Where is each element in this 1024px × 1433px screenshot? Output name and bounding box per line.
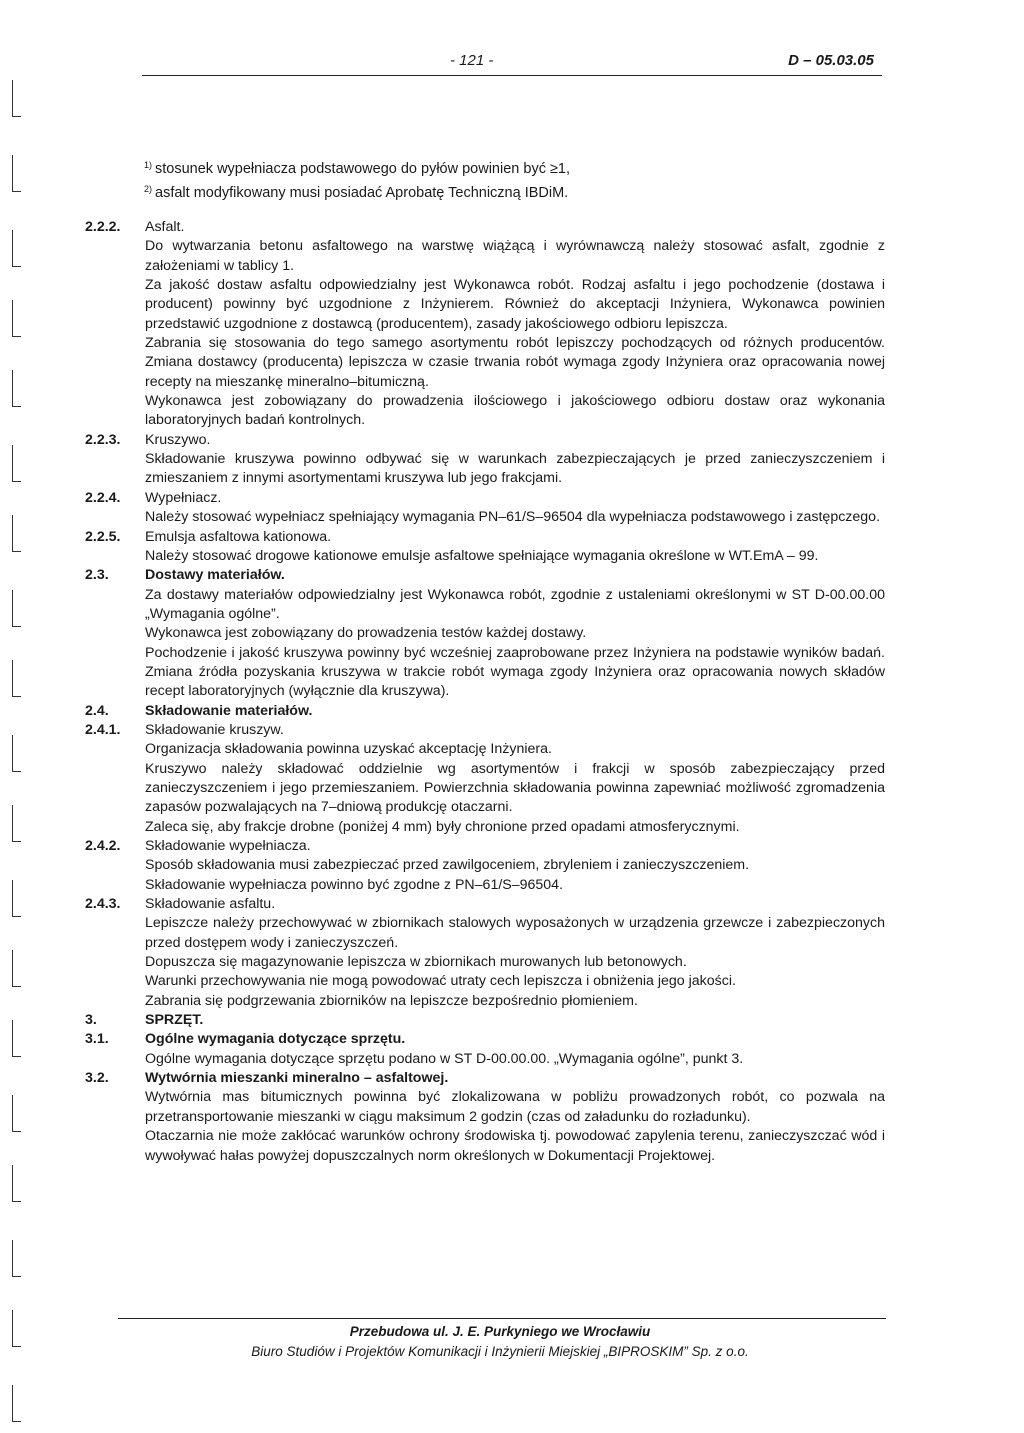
paragraph: Pochodzenie i jakość kruszywa powinny być wcześniej zaaprobowane przez Inżyniera na podstawie wyników badań. Zmiana źródła pozyskania kruszywa w trakcie robót wymaga zgody Inżyniera oraz opracowania nowych składów recept laboratoryjnych (wyłącznie dla kruszywa).: [145, 644, 885, 700]
paragraph: Należy stosować wypełniacz spełniający wymagania PN–61/S–96504 dla wypełniacza podstawowego i zastępczego.: [145, 509, 881, 526]
binder-mark: [12, 805, 21, 842]
footer-project-name: Przebudowa ul. J. E. Purkyniego we Wrocławiu: [349, 1324, 651, 1339]
binder-mark: [12, 80, 21, 117]
binder-mark: [12, 660, 21, 697]
paragraph: Dopuszcza się magazynowanie lepiszcza w zbiornikach murowanych lub betonowych.: [145, 954, 687, 971]
section-title: Składowanie kruszyw.: [145, 721, 284, 738]
section-body: [145, 218, 885, 431]
paragraph: Zabrania się stosowania do tego samego asortymentu robót lepiszczy pochodzących od różnych producentów. Zmiana dostawcy (producenta) lepiszcza w czasie trwania robót wymaga zgody Inżyniera oraz opracowania nowej recepty na mieszankę mineralno–bitumiczną.: [145, 335, 885, 390]
footnote: [144, 155, 884, 179]
section: [85, 489, 885, 528]
section: [85, 1030, 885, 1069]
binder-mark: [12, 1095, 21, 1132]
section-body: [145, 1011, 885, 1030]
paragraph: Wytwórnia mas bitumicznych powinna być zlokalizowana w pobliżu prowadzonych robót, co pozwala na przetransportowanie mieszanki w ciągu maksimum 2 godzin (czas od załadunku do rozładunku).: [145, 1089, 885, 1125]
header-rule: [142, 75, 882, 76]
section-title: Asfalt.: [145, 219, 185, 235]
section-title: Ogólne wymagania dotyczące sprzętu.: [145, 1031, 406, 1048]
section: [85, 837, 885, 895]
section-body: [145, 837, 885, 895]
footnotes: [144, 155, 884, 203]
section-number: 3.: [85, 1012, 97, 1029]
footer-rule: [118, 1318, 886, 1319]
section-body: [145, 528, 885, 567]
section: [85, 1011, 885, 1030]
section-title: Składowanie wypełniacza.: [145, 838, 311, 854]
document-body: [85, 218, 885, 1166]
paragraph: Wykonawca jest zobowiązany do prowadzenia ilościowego i jakościowego odbioru dostaw oraz wykonania laboratoryjnych badań kontrolnych.: [145, 393, 885, 429]
paragraph: Otaczarnia nie może zakłócać warunków ochrony środowiska tj. powodować zapylenia terenu, zanieczyszczać wód i wywoływać hałas powyżej dopuszczalnych norm określonych w Dokumentacji Projektowej.: [145, 1128, 885, 1164]
section-body: [145, 702, 885, 721]
paragraph: Do wytwarzania betonu asfaltowego na warstwę wiążącą i wyrównawczą należy stosować asfalt, zgodnie z założeniami w tablicy 1.: [145, 238, 885, 274]
section-number: 2.4.1.: [85, 721, 121, 738]
section-body: [145, 1030, 885, 1069]
section-number: 2.2.2.: [85, 219, 121, 235]
section: [85, 1069, 885, 1166]
section-body: [145, 431, 885, 489]
paragraph: Kruszywo należy składować oddzielnie wg asortymentów i frakcji w sposób zabezpieczający przed zanieczyszczeniem i jego przemieszaniem. Powierzchnia składowania powinna zapewniać możliwość zgromadzenia zapasów pozwalających na 7–dniową produkcję otaczarni.: [145, 760, 885, 816]
section-body: [145, 895, 885, 1011]
binder-mark: [12, 515, 21, 552]
paragraph: Należy stosować drogowe kationowe emulsje asfaltowe spełniające wymagania określone w WT.EmA – 99.: [145, 547, 819, 564]
paragraph: Za dostawy materiałów odpowiedzialny jest Wykonawca robót, zgodnie z ustaleniami określonymi w ST D-00.00.00 „Wymagania ogólne”.: [145, 586, 885, 622]
section-body: [145, 1069, 885, 1166]
binder-mark: [12, 1240, 21, 1277]
binder-mark: [12, 445, 21, 482]
binder-mark: [12, 1165, 21, 1202]
section-number: 2.2.3.: [85, 431, 121, 448]
paragraph: Zaleca się, aby frakcje drobne (poniżej 4 mm) były chronione przed opadami atmosferycznymi.: [145, 818, 740, 835]
paragraph: Organizacja składowania powinna uzyskać akceptację Inżyniera.: [145, 741, 552, 758]
footer-company: Biuro Studiów i Projektów Komunikacji i Inżynierii Miejskiej „BIPROSKIM” Sp. z o.o.: [251, 1344, 749, 1359]
section-number: 3.1.: [85, 1031, 109, 1048]
section-title: Dostawy materiałów.: [145, 567, 285, 584]
section-title: SPRZĘT.: [145, 1012, 204, 1029]
binder-mark: [12, 1310, 21, 1347]
paragraph: Warunki przechowywania nie mogą powodować utraty cech lepiszcza i obniżenia jego jakości.: [145, 973, 736, 990]
paragraph: Składowanie wypełniacza powinno być zgodne z PN–61/S–96504.: [145, 876, 564, 893]
document-code: D – 05.03.05: [788, 52, 874, 69]
section-title: Wypełniacz.: [145, 489, 222, 506]
section: [85, 702, 885, 721]
section-title: Kruszywo.: [145, 431, 211, 448]
binder-mark: [12, 880, 21, 917]
page-footer: [90, 1322, 910, 1362]
footnote-marker: 1): [144, 160, 153, 170]
footnote-marker: 2): [144, 184, 153, 194]
section-title: Wytwórnia mieszanki mineralno – asfaltowej.: [145, 1070, 449, 1087]
paragraph: Składowanie kruszywa powinno odbywać się w warunkach zabezpieczających je przed zanieczyszczeniem i zmieszaniem z innymi asortymentami kruszywa lub jego frakcjami.: [145, 451, 885, 487]
paragraph: Zabrania się podgrzewania zbiorników na lepiszcze bezpośrednio płomieniem.: [145, 992, 638, 1009]
section-body: [145, 489, 885, 528]
paragraph: Za jakość dostaw asfaltu odpowiedzialny jest Wykonawca robót. Rodzaj asfaltu i jego pochodzenie (dostawa i producent) powinny być uzgodnione z Inżynierem. Również do akceptacji Inżyniera, Wykonawca powinien przedstawić uzgodnione z dostawcą (producentem), zasady jakościowego odbioru lepiszcza.: [145, 277, 885, 332]
binder-mark: [12, 155, 21, 192]
section-number: 2.4.3.: [85, 896, 121, 913]
page-number: - 121 -: [450, 52, 494, 69]
section: [85, 431, 885, 489]
paragraph: Ogólne wymagania dotyczące sprzętu podano w ST D-00.00.00. „Wymagania ogólne”, punkt 3.: [145, 1050, 744, 1067]
section-number: 3.2.: [85, 1070, 109, 1087]
binder-mark: [12, 1385, 21, 1422]
paragraph: Wykonawca jest zobowiązany do prowadzenia testów każdej dostawy.: [145, 625, 587, 642]
section: [85, 566, 885, 701]
section-body: [145, 566, 885, 701]
section: [85, 218, 885, 431]
section-body: [145, 721, 885, 837]
section: [85, 895, 885, 1011]
footnote-text: asfalt modyfikowany musi posiadać Aprobatę Techniczną IBDiM.: [155, 185, 569, 201]
section-number: 2.4.: [85, 702, 109, 719]
paragraph: Sposób składowania musi zabezpieczać przed zawilgoceniem, zbryleniem i zanieczyszczeniem.: [145, 857, 750, 874]
binder-mark: [12, 230, 21, 267]
binder-mark: [12, 735, 21, 772]
paragraph: Lepiszcze należy przechowywać w zbiornikach stalowych wyposażonych w urządzenia grzewcze i zabezpieczonych przed dostępem wody i zanieczyszczeń.: [145, 915, 885, 951]
section-number: 2.2.4.: [85, 489, 121, 506]
binder-mark: [12, 950, 21, 987]
binder-mark: [12, 300, 21, 337]
binder-mark: [12, 370, 21, 407]
section: [85, 721, 885, 837]
section-number: 2.4.2.: [85, 838, 121, 854]
binder-mark: [12, 1020, 21, 1057]
section-title: Emulsja asfaltowa kationowa.: [145, 528, 332, 545]
section-number: 2.2.5.: [85, 528, 121, 545]
footnote-text: stosunek wypełniacza podstawowego do pyłów powinien być ≥1,: [155, 161, 571, 177]
binder-mark: [12, 590, 21, 627]
section-number: 2.3.: [85, 567, 109, 584]
binder-margin: [8, 0, 28, 1433]
section: [85, 528, 885, 567]
section-title: Składowanie materiałów.: [145, 702, 313, 719]
footnote: [144, 179, 884, 203]
section-title: Składowanie asfaltu.: [145, 896, 276, 913]
